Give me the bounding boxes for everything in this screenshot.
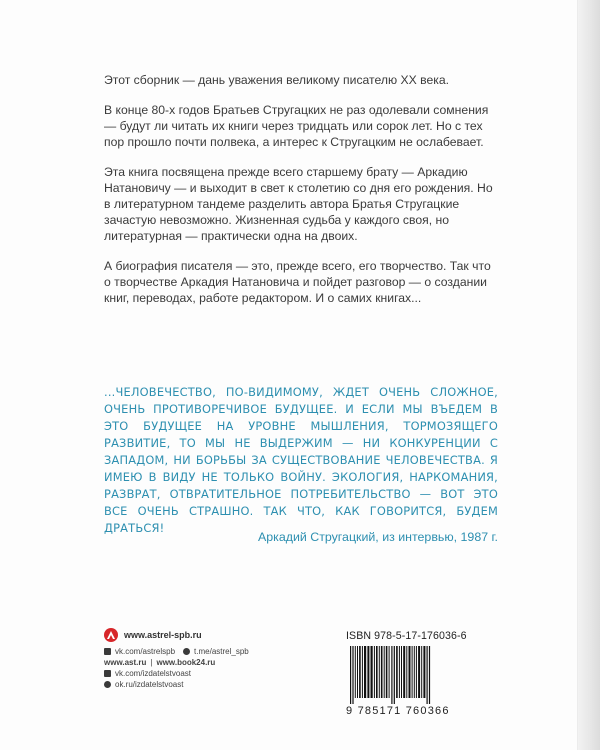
barcode-bar <box>414 646 415 698</box>
isbn-block <box>346 630 496 717</box>
vk-icon <box>104 648 111 655</box>
telegram-link[interactable]: t.me/astrel_spb <box>194 647 249 656</box>
barcode-bar <box>352 646 353 704</box>
barcode-bar <box>350 646 351 704</box>
intro-text <box>104 72 496 320</box>
barcode-bar <box>391 646 392 704</box>
barcode-bar <box>396 646 398 698</box>
barcode-bar <box>374 646 375 698</box>
intro-paragraph-4: А биография писателя — это, прежде всего, его творчество. Так что о творчестве Аркадия Натановича и пойдет разговор — о создании книг, переводах, работе редактором. И о самих книгах... <box>104 259 491 305</box>
barcode-bar <box>416 646 417 698</box>
ok-link[interactable]: ok.ru/izdatelstvoast <box>115 680 184 689</box>
barcode-bar <box>355 646 356 698</box>
page-edge-shadow <box>577 0 600 750</box>
barcode-bar <box>364 646 366 698</box>
barcode-bar <box>401 646 402 698</box>
barcode-bar <box>381 646 383 698</box>
vk-link[interactable]: vk.com/astrelspb <box>115 647 176 656</box>
barcode-bar <box>384 646 385 698</box>
barcode-bar <box>409 646 411 698</box>
barcode-bar <box>359 646 361 698</box>
telegram-icon <box>183 648 190 655</box>
intro-paragraph-3: Эта книга посвящена прежде всего старшему брату — Аркадию Натановичу — и выходит в свет к столетию со дня его рождения. Но в литературном тандеме разделить автора Братья Стругацкие зачастую невозможно. Жизненная судьба у каждого своя, но литературная — практически одна на двоих. <box>104 165 493 243</box>
barcode-bar <box>357 646 358 698</box>
barcode-bar <box>394 646 395 704</box>
book24-website-link[interactable]: www.book24.ru <box>156 658 216 667</box>
barcode-bar <box>406 646 407 698</box>
barcode-bar <box>429 646 430 704</box>
barcode-bar <box>386 646 388 698</box>
barcode-bar <box>389 646 390 698</box>
isbn-number: ISBN 978-5-17-176036-6 <box>346 630 467 642</box>
vk-ast-link[interactable]: vk.com/izdatelstvoast <box>115 669 192 678</box>
barcode-bar <box>371 646 373 698</box>
intro-paragraph-1: Этот сборник — дань уважения великому писателю XX века. <box>104 73 450 87</box>
barcode-bar <box>423 646 425 698</box>
barcode-bar <box>418 646 420 698</box>
barcode-bar <box>403 646 405 698</box>
barcode-bar <box>399 646 400 698</box>
barcode <box>346 646 496 704</box>
publisher-logo-icon <box>104 628 118 642</box>
barcode-bar <box>412 646 413 698</box>
vk-icon <box>104 670 111 677</box>
link-separator: | <box>150 658 153 667</box>
publisher-website-link[interactable]: www.astrel-spb.ru <box>124 630 202 640</box>
barcode-bar <box>376 646 378 698</box>
barcode-bar <box>421 646 422 698</box>
odnoklassniki-icon <box>104 681 111 688</box>
intro-paragraph-2: В конце 80-х годов Братьев Стругацких не раз одолевали сомнения — будут ли читать их книги через тридцать или сорок лет. Но с тех пор прошло почти полвека, а интерес к Стругацким не ослабевает. <box>104 103 489 149</box>
ast-website-link[interactable]: www.ast.ru <box>104 658 147 667</box>
barcode-digits: 9 785171 760366 <box>346 705 450 717</box>
barcode-bar <box>367 646 369 698</box>
publisher-info <box>104 628 324 690</box>
barcode-bar <box>379 646 380 698</box>
barcode-bar <box>427 646 428 704</box>
author-quote: ...ЧЕЛОВЕЧЕСТВО, ПО-ВИДИМОМУ, ЖДЕТ ОЧЕНЬ СЛОЖНОЕ, ОЧЕНЬ ПРОТИВОРЕЧИВОЕ БУДУЩЕЕ. И ЕСЛИ МЫ ВЪЕДЕМ В ЭТО БУДУЩЕЕ НА УРОВНЕ МЫШЛЕНИЯ, ТОРМОЗЯЩЕГО РАЗВИТИЕ, ТО МЫ НЕ ВЫДЕРЖИМ — НИ КОНКУРЕНЦИИ С ЗАПАДОМ, НИ БОРЬБЫ ЗА СУЩЕСТВОВАНИЕ ЧЕЛОВЕЧЕСТВА. Я ИМЕЮ В ВИДУ НЕ ТОЛЬКО ВОЙНУ. ЭКОЛОГИЯ, НАРКОМАНИЯ, РАЗВРАТ, ОТВРАТИТЕЛЬНОЕ ПОТРЕБИТЕЛЬСТВО — ВОТ ЭТО ВСЕ ОЧЕНЬ СТРАШНО. ТАК ЧТО, КАК ГОВОРИТСЯ, БУДЕМ ДРАТЬСЯ! <box>104 385 498 535</box>
quote-attribution: Аркадий Стругацкий, из интервью, 1987 г. <box>257 530 498 544</box>
barcode-bar <box>362 646 363 698</box>
